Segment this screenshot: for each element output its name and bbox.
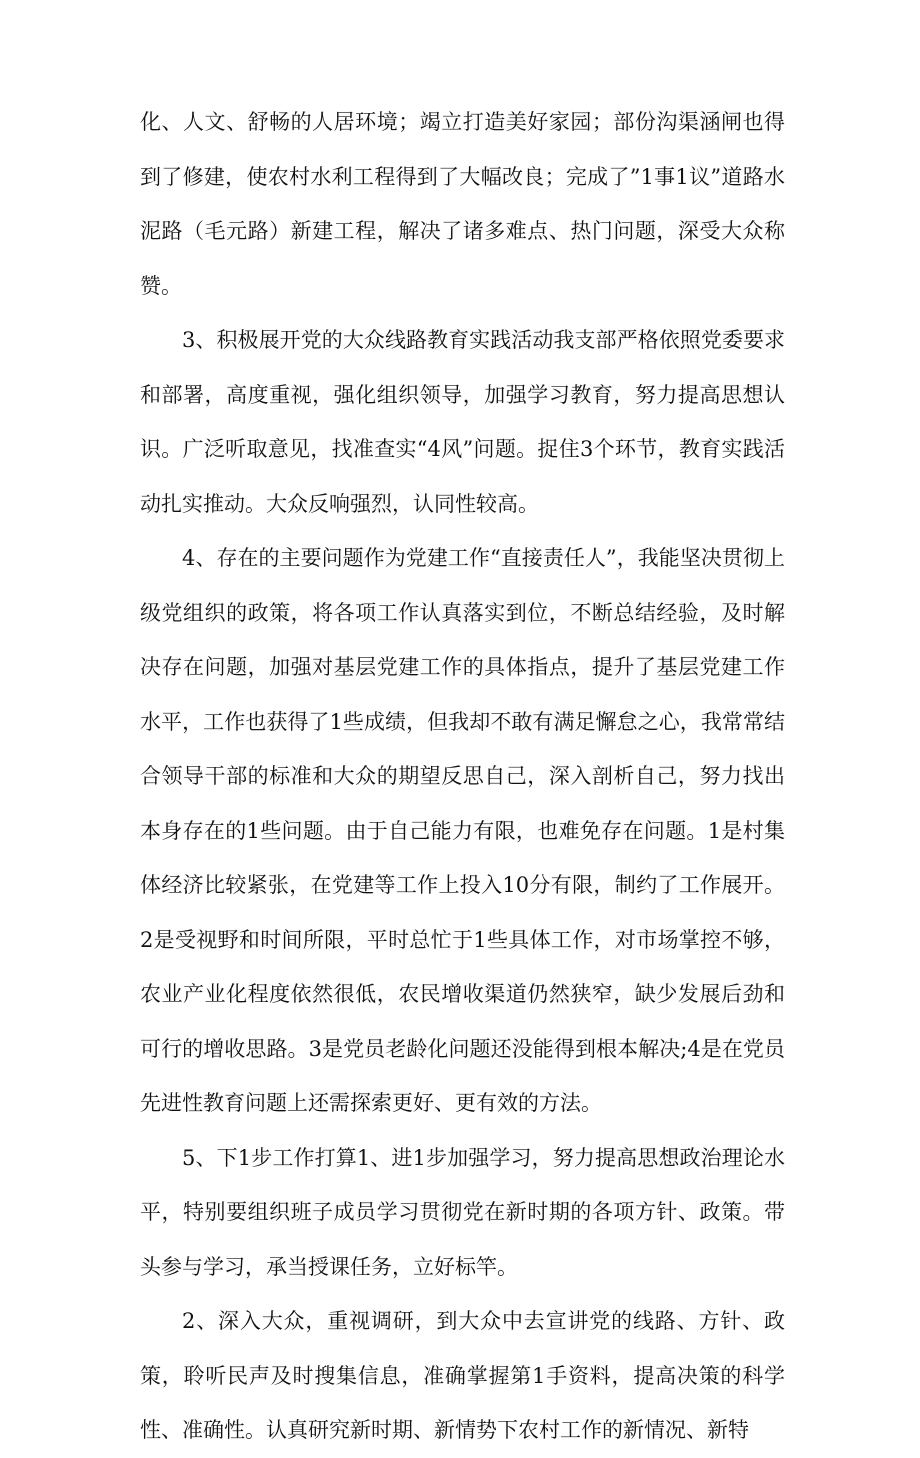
paragraph-4: 5、下1步工作打算1、进1步加强学习，努力提高思想政治理论水平，特别要组织班子成员学习贯彻党在新时期的各项方针、政策。带头参与学习，承当授课任务，立好标竿。 — [140, 1145, 785, 1279]
paragraph-2: 3、积极展开党的大众线路教育实践活动我支部严格依照党委要求和部署，高度重视，强化组织领导，加强学习教育，努力提高思想认识。广泛听取意见，找准查实“4风”问题。捉住3个环节，教育实践活动扎实推动。大众反响强烈，认同性较高。 — [140, 328, 785, 516]
paragraph-5: 2、深入大众，重视调研，到大众中去宣讲党的线路、方针、政策，聆听民声及时搜集信息，准确掌握第1手资料，提高决策的科学性、准确性。认真研究新时期、新情势下农村工作的新情况、新特 — [140, 1309, 785, 1442]
document-body — [140, 95, 785, 1458]
paragraph-1: 化、人文、舒畅的人居环境；竭立打造美好家园；部份沟渠涵闸也得到了修建，使农村水利工程得到了大幅改良；完成了”1事1议”道路水泥路（毛元路）新建工程，解决了诸多难点、热门问题，深受大众称赞。 — [140, 110, 785, 298]
paragraph-3: 4、存在的主要问题作为党建工作“直接责任人”，我能坚决贯彻上级党组织的政策，将各项工作认真落实到位，不断总结经验，及时解决存在问题，加强对基层党建工作的具体指点，提升了基层党建工作水平，工作也获得了1些成绩，但我却不敢有满足懈怠之心，我常常结合领导干部的标准和大众的期望反思自己，深入剖析自己，努力找出本身存在的1些问题。由于自己能力有限，也难免存在问题。1是村集体经济比较紧张，在党建等工作上投入10分有限，制约了工作展开。2是受视野和时间所限，平时总忙于1些具体工作，对市场掌控不够，农业产业化程度依然很低，农民增收渠道仍然狭窄，缺少发展后劲和可行的增收思路。3是党员老龄化问题还没能得到根本解决;4是在党员先进性教育问题上还需探索更好、更有效的方法。 — [140, 546, 785, 1115]
